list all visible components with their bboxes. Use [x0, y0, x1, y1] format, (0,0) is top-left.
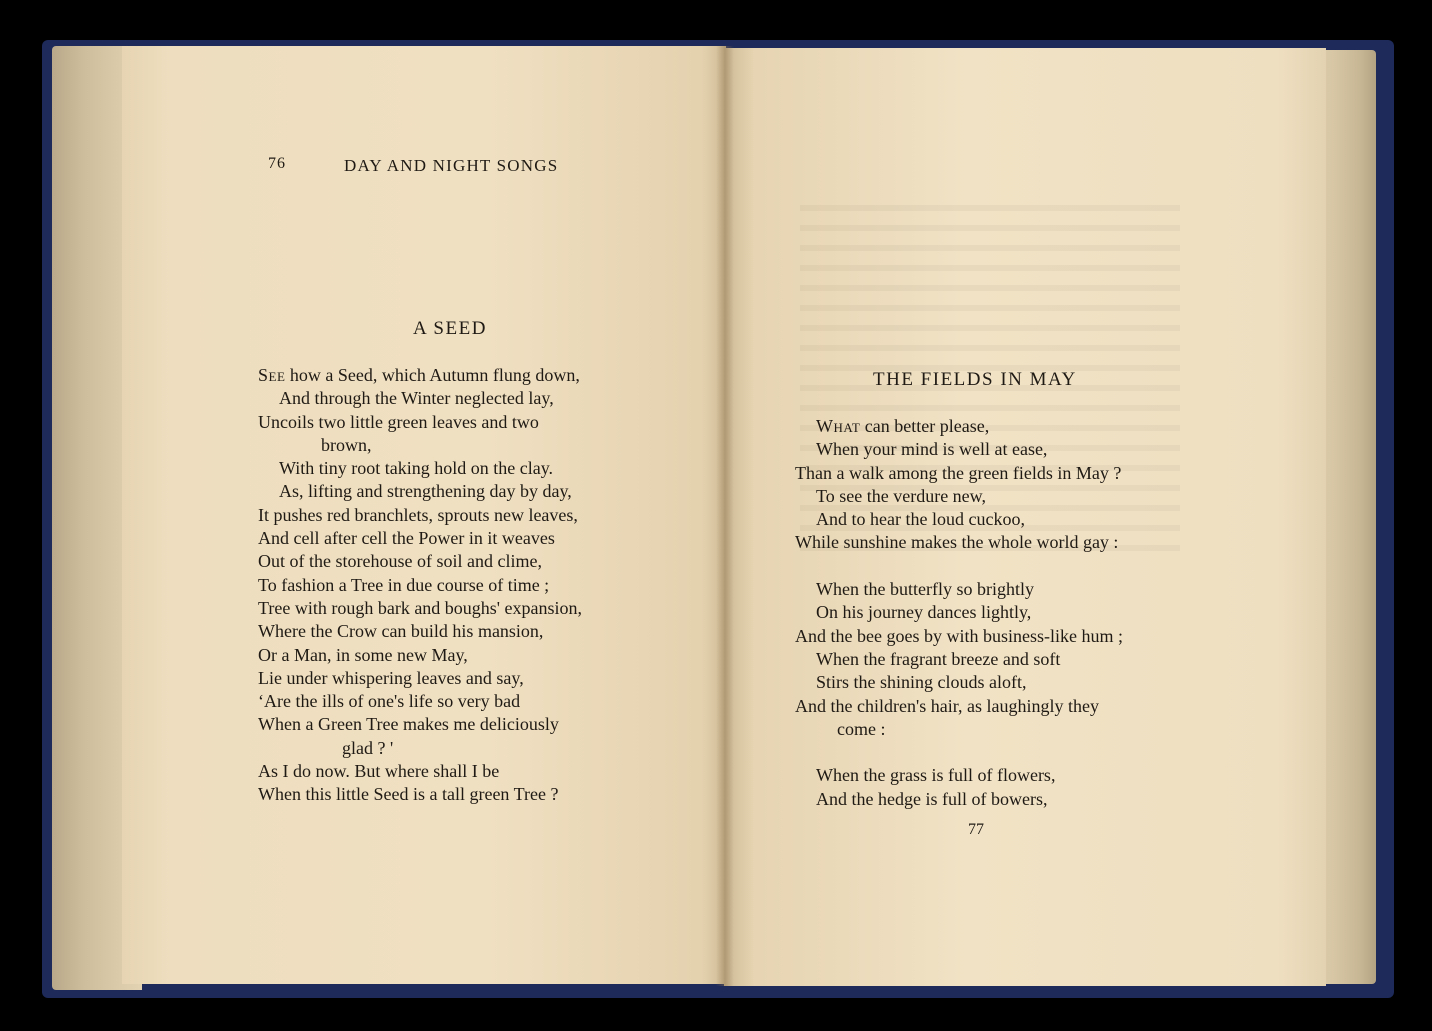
poem-line — [258, 504, 658, 527]
left-page-number: 76 — [268, 155, 286, 172]
poem-line — [795, 578, 1195, 601]
poem-line — [795, 764, 1195, 787]
poem-line — [258, 620, 658, 643]
poem-line-text: When this little Seed is a tall green Tree ? — [258, 784, 559, 805]
poem-line — [795, 531, 1195, 554]
poem-line — [795, 508, 1195, 531]
poem-line — [258, 411, 658, 434]
poem-line — [258, 783, 658, 806]
book-gutter — [716, 46, 734, 986]
poem-line-lead: See — [258, 365, 286, 385]
poem-line-text: glad ? ' — [342, 737, 394, 758]
poem-title-a-seed: A SEED — [413, 318, 487, 339]
poem-line-text: Out of the storehouse of soil and clime, — [258, 551, 542, 572]
poem-line — [258, 644, 658, 667]
left-running-head — [268, 155, 588, 183]
poem-line-text: While sunshine makes the whole world gay : — [795, 532, 1119, 553]
poem-line-text: Or a Man, in some new May, — [258, 644, 468, 665]
poem-line-text: When a Green Tree makes me deliciously — [258, 714, 559, 735]
poem-line — [795, 695, 1195, 718]
poem-line-text: When the grass is full of flowers, — [816, 765, 1056, 786]
poem-line-text: And the hedge is full of bowers, — [816, 788, 1048, 809]
poem-line — [258, 480, 658, 503]
poem-line — [795, 788, 1195, 811]
poem-line-lead: What — [816, 416, 861, 436]
poem-line-text: Than a walk among the green fields in May ? — [795, 462, 1122, 483]
poem-line-text: Uncoils two little green leaves and two — [258, 411, 539, 432]
poem-line — [795, 555, 1195, 578]
poem-line-text: To see the verdure new, — [816, 485, 986, 506]
poem-line-text: When the fragrant breeze and soft — [816, 648, 1061, 669]
poem-line-text: And the bee goes by with business-like hum ; — [795, 625, 1123, 646]
poem-line-text: how a Seed, which Autumn flung down, — [285, 365, 580, 385]
poem-line-text: As, lifting and strengthening day by day, — [279, 481, 572, 502]
poem-line — [258, 713, 658, 736]
poem-line — [258, 527, 658, 550]
poem-line-text: Lie under whispering leaves and say, — [258, 667, 524, 688]
poem-line-text: Where the Crow can build his mansion, — [258, 621, 544, 642]
poem-line — [795, 671, 1195, 694]
poem-line-text: On his journey dances lightly, — [816, 602, 1032, 623]
poem-line — [258, 597, 658, 620]
poem-line — [258, 574, 658, 597]
poem-line-text: When the butterfly so brightly — [816, 579, 1034, 600]
poem-line — [258, 387, 658, 410]
poem-line — [258, 364, 658, 387]
poem-line — [795, 718, 1195, 741]
poem-line-text: And to hear the loud cuckoo, — [816, 509, 1025, 530]
poem-line — [795, 438, 1195, 461]
poem-line — [795, 601, 1195, 624]
poem-line — [258, 550, 658, 573]
poem-line-text: ‘Are the ills of one's life so very bad — [258, 691, 521, 712]
right-page-number: 77 — [968, 821, 984, 838]
poem-line-text: Tree with rough bark and boughs' expansion, — [258, 597, 583, 618]
poem-line-text: And the children's hair, as laughingly they — [795, 695, 1099, 716]
poem-line-text: brown, — [321, 434, 372, 455]
poem-line — [258, 457, 658, 480]
poem-line-text: can better please, — [860, 416, 990, 436]
poem-fields-in-may — [795, 415, 1195, 811]
poem-line — [258, 690, 658, 713]
poem-line — [795, 741, 1195, 764]
poem-line-text: To fashion a Tree in due course of time ; — [258, 574, 550, 595]
poem-line — [795, 625, 1195, 648]
poem-line-text: When your mind is well at ease, — [816, 439, 1048, 460]
poem-line-text: As I do now. But where shall I be — [258, 761, 500, 782]
poem-line-text: And through the Winter neglected lay, — [279, 388, 554, 409]
poem-line — [795, 462, 1195, 485]
poem-line — [258, 667, 658, 690]
poem-line — [795, 648, 1195, 671]
poem-line — [258, 434, 658, 457]
poem-line — [258, 737, 658, 760]
poem-line-text: With tiny root taking hold on the clay. — [279, 458, 554, 479]
poem-line-text: Stirs the shining clouds aloft, — [816, 672, 1027, 693]
running-title: DAY AND NIGHT SONGS — [344, 156, 559, 175]
poem-a-seed — [258, 364, 658, 807]
poem-line — [258, 760, 658, 783]
poem-line-text: It pushes red branchlets, sprouts new leaves, — [258, 504, 578, 525]
poem-title-fields-in-may: THE FIELDS IN MAY — [873, 369, 1077, 390]
poem-line-text: come : — [837, 718, 886, 739]
poem-line — [795, 485, 1195, 508]
poem-line — [795, 415, 1195, 438]
poem-line-text: And cell after cell the Power in it weaves — [258, 528, 555, 549]
